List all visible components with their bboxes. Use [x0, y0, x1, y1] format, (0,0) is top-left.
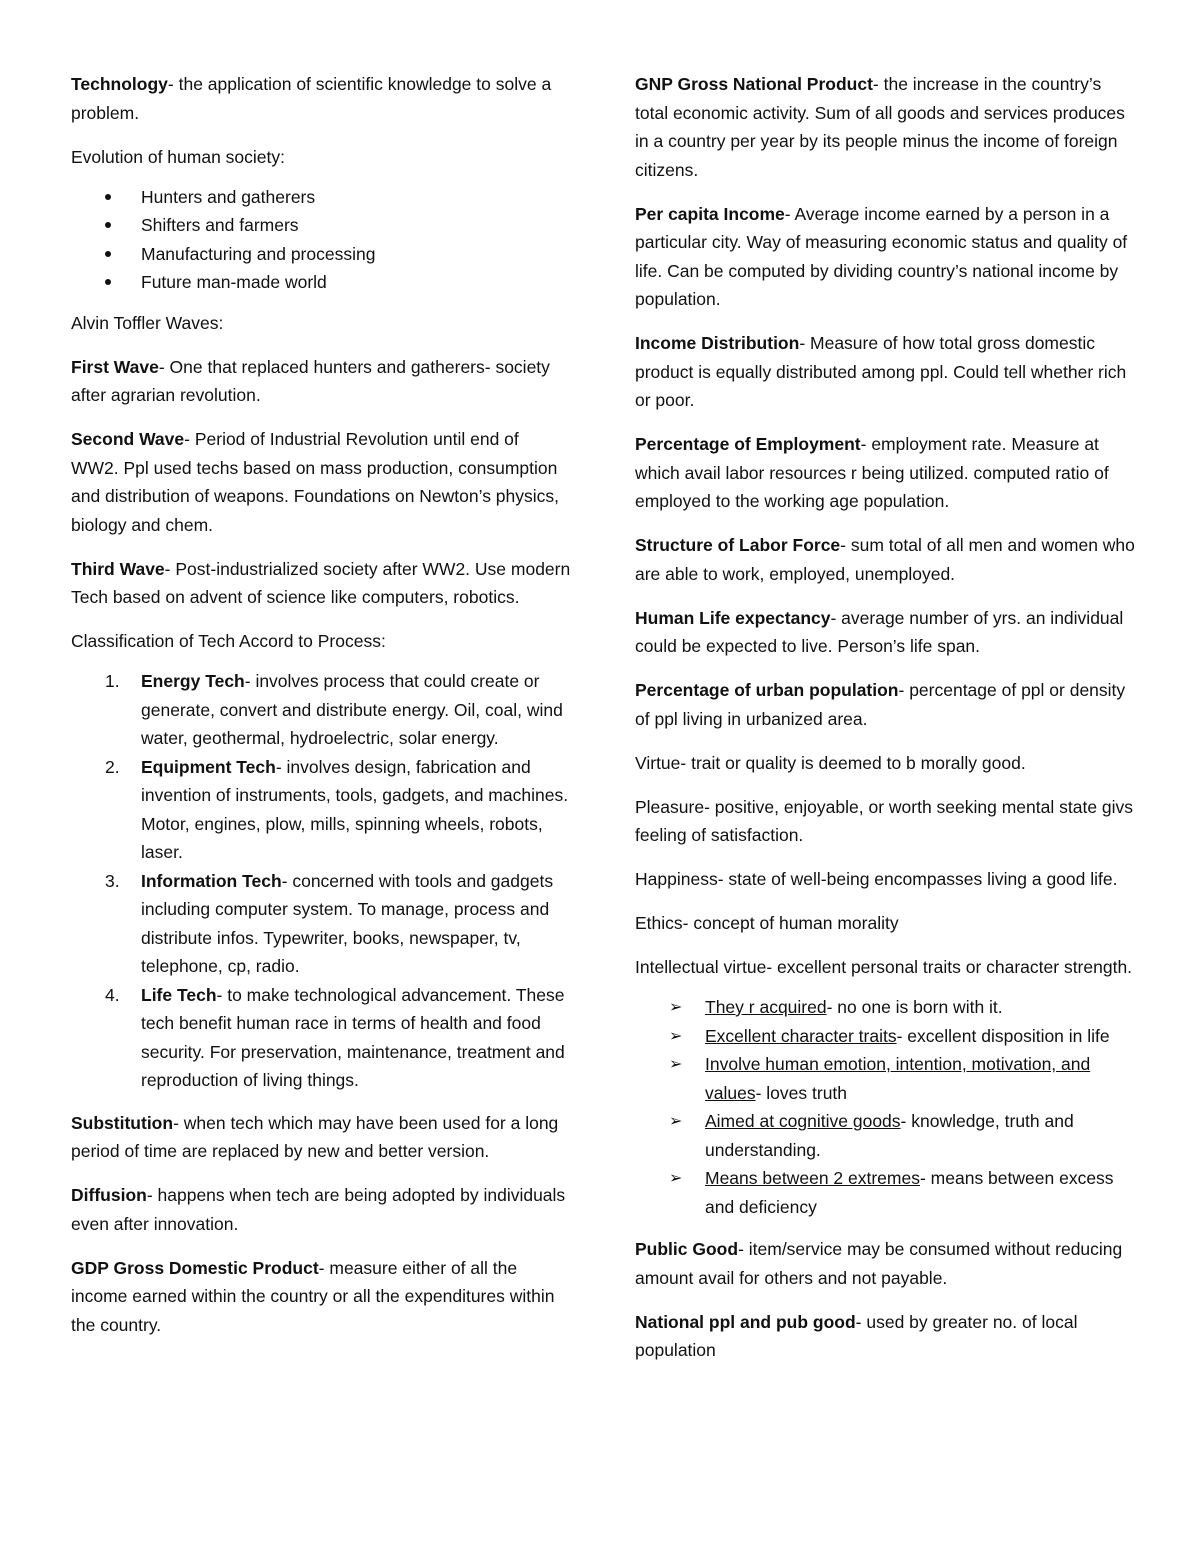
right-column [635, 70, 1135, 1380]
happiness-definition: Happiness- state of well-being encompasses living a good life. [635, 869, 1118, 889]
term: Diffusion [71, 1185, 147, 1205]
third-wave-definition [71, 555, 571, 612]
list-item: 3. Information Tech- concerned with tools and gadgets including computer system. To manage, process and distribute infos. Typewriter, books, newspaper, tv, telephone, cp, radio. [105, 870, 554, 976]
definition: - employment rate. Measure at which avail labor resources r being utilized. computed ratio of employed to the working age population. [635, 434, 1109, 511]
term: Third Wave [71, 558, 165, 579]
term: Percentage of Employment [635, 434, 861, 454]
term: Technology [71, 74, 168, 94]
gnp-definition [635, 70, 1135, 184]
definition: - Post-industrialized society after WW2. Use modern Tech based on advent of science like computers, robotics. [71, 558, 571, 607]
list-item: ➢ Involve human emotion, intention, motivation, and values- loves truth [635, 1050, 1135, 1107]
life-expectancy-definition [635, 604, 1135, 661]
term: First Wave [71, 356, 159, 377]
term: Second Wave [71, 429, 185, 449]
list-item: Hunters and gatherers [71, 183, 571, 212]
virtue-definition: Virtue- trait or quality is deemed to b morally good. [635, 752, 1026, 773]
intellectual-virtue-definition: Intellectual virtue- excellent personal traits or character strength. [635, 957, 1133, 977]
classification-heading: Classification of Tech Accord to Process: [71, 631, 386, 651]
virtue-list [635, 993, 1135, 1221]
list-item: 4. Life Tech- to make technological advancement. These tech benefit human race in terms of health and food security. For preservation, maintenance, treatment and reproduction of living things. [105, 984, 565, 1090]
technology-definition [71, 70, 571, 127]
definition: - sum total of all men and women who are able to work, employed, unemployed. [635, 535, 1135, 584]
labor-force-definition [635, 531, 1135, 588]
gdp-definition [71, 1254, 571, 1340]
definition: - Average income earned by a person in a particular city. Way of measuring economic status and quality of life. Can be computed by dividing country’s national income by population. [635, 203, 1128, 309]
definition: - the increase in the country’s total economic activity. Sum of all goods and services produces in a country per year by its people minus the income of foreign citizens. [635, 74, 1125, 180]
arrow-bullet-icon: ➢ [669, 997, 683, 1016]
definition: - happens when tech are being adopted by individuals even after innovation. [71, 1185, 566, 1234]
list-item: ➢ They r acquired- no one is born with it. [635, 993, 1135, 1022]
term: National ppl and pub good [635, 1311, 856, 1332]
list-item: ➢ Excellent character traits- excellent disposition in life [635, 1022, 1135, 1051]
definition: - when tech which may have been used for a long period of time are replaced by new and better version. [71, 1112, 559, 1161]
classification-list [71, 667, 571, 1095]
definition: - the application of scientific knowledge to solve a problem. [71, 74, 552, 123]
list-item: Shifters and farmers [71, 211, 571, 240]
term: Public Good [635, 1239, 739, 1259]
term: Substitution [71, 1112, 174, 1133]
arrow-bullet-icon: ➢ [669, 1054, 683, 1073]
urban-population-definition [635, 676, 1135, 733]
term: Per capita Income [635, 203, 785, 224]
substitution-definition [71, 1109, 571, 1166]
evolution-heading: Evolution of human society: [71, 146, 286, 167]
arrow-bullet-icon: ➢ [669, 1025, 683, 1045]
bullet-icon [105, 279, 111, 285]
bullet-icon [105, 194, 111, 200]
term: Structure of Labor Force [635, 535, 841, 555]
left-column [71, 70, 571, 1355]
list-item: Manufacturing and processing [71, 240, 571, 269]
definition: - Measure of how total gross domestic product is equally distributed among ppl. Could tell whether rich or poor. [635, 333, 1127, 410]
arrow-bullet-icon: ➢ [669, 1111, 683, 1130]
term: Human Life expectancy [635, 607, 831, 628]
first-wave-definition [71, 353, 571, 410]
bullet-icon [105, 251, 111, 257]
definition: - measure either of all the income earned within the country or all the expenditures within the country. [71, 1257, 555, 1335]
definition: - used by greater no. of local population [635, 1311, 1078, 1360]
list-item: 2. Equipment Tech- involves design, fabrication and invention of instruments, tools, gadgets, and machines. Motor, engines, plow, mills, spinning wheels, robots, laser. [105, 756, 569, 862]
employment-definition [635, 430, 1135, 516]
term: GDP Gross Domestic Product [71, 1257, 319, 1278]
definition: - average number of yrs. an individual could be expected to live. Person’s life span. [635, 607, 1124, 656]
public-good-definition [635, 1235, 1135, 1292]
list-item: ➢ Aimed at cognitive goods- knowledge, truth and understanding. [635, 1107, 1135, 1164]
bullet-icon [105, 222, 111, 228]
ethics-definition: Ethics- concept of human morality [635, 913, 899, 933]
pleasure-definition: Pleasure- positive, enjoyable, or worth seeking mental state givs feeling of satisfaction. [635, 796, 1134, 845]
list-item: 1. Energy Tech- involves process that could create or generate, convert and distribute energy. Oil, coal, wind water, geothermal, hydroelectric, solar energy. [105, 671, 563, 748]
arrow-bullet-icon: ➢ [669, 1168, 683, 1187]
term: GNP Gross National Product [635, 74, 873, 94]
second-wave-definition [71, 425, 571, 539]
evolution-list [71, 183, 571, 297]
term: Income Distribution [635, 333, 800, 353]
national-good-definition [635, 1308, 1135, 1365]
toffler-heading: Alvin Toffler Waves: [71, 312, 224, 333]
list-item: Future man-made world [71, 268, 571, 297]
list-item: ➢ Means between 2 extremes- means between excess and deficiency [635, 1164, 1135, 1221]
diffusion-definition [71, 1181, 571, 1238]
per-capita-definition [635, 200, 1135, 314]
definition: - item/service may be consumed without reducing amount avail for others and not payable. [635, 1239, 1123, 1288]
income-distribution-definition [635, 329, 1135, 415]
definition: - Period of Industrial Revolution until end of WW2. Ppl used techs based on mass production, consumption and distribution of weapons. Foundations on Newton’s physics, biology and chem. [71, 429, 560, 535]
term: Percentage of urban population [635, 680, 899, 700]
definition: - One that replaced hunters and gatherers- society after agrarian revolution. [71, 356, 550, 405]
definition: - percentage of ppl or density of ppl living in urbanized area. [635, 680, 1126, 729]
